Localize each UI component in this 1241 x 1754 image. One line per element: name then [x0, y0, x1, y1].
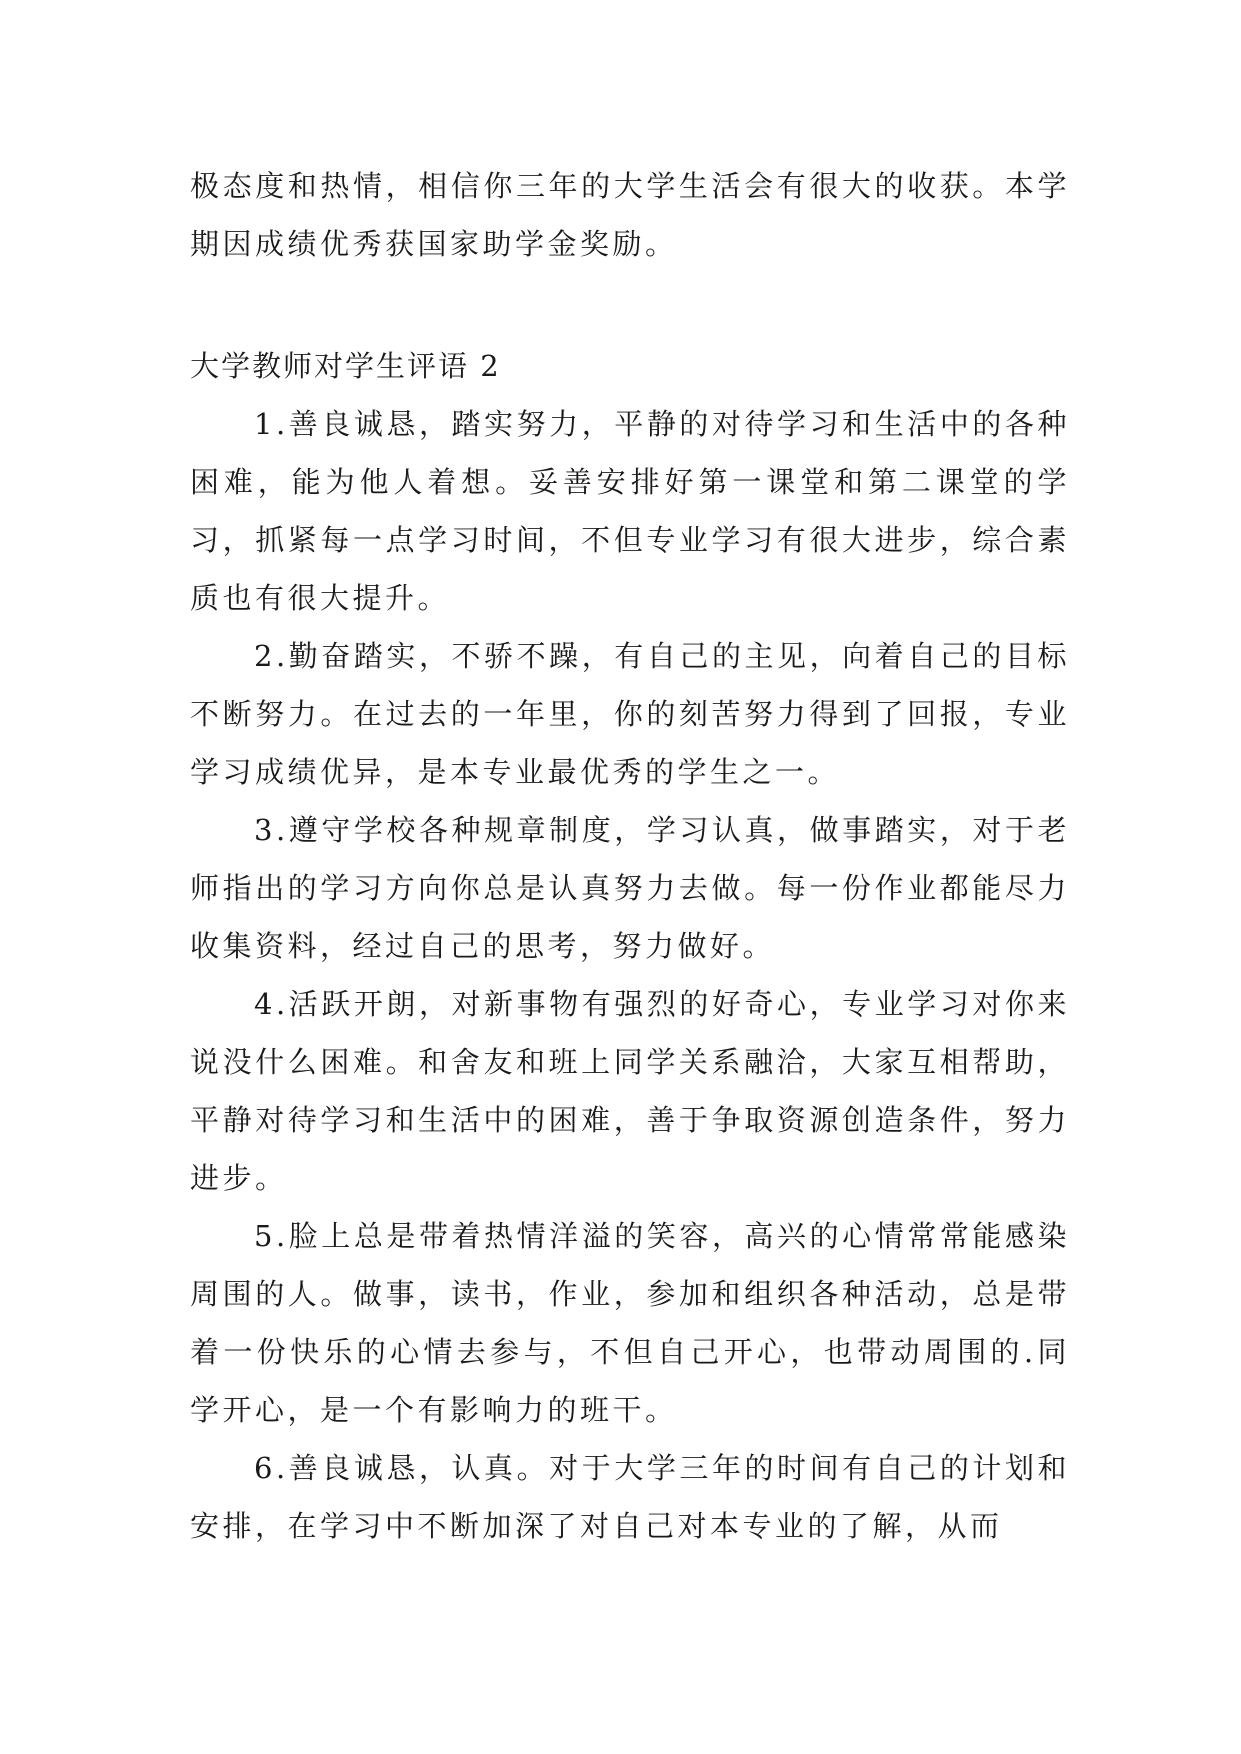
comment-item-5: 5.脸上总是带着热情洋溢的笑容，高兴的心情常常能感染周围的人。做事，读书，作业，参加和组织各种活动，总是带着一份快乐的心情去参与，不但自己开心，也带动周围的.同学开心，是一个有影响力的班干。 — [190, 1219, 1070, 1427]
comment-item-6: 6.善良诚恳，认真。对于大学三年的时间有自己的计划和安排，在学习中不断加深了对自己对本专业的了解，从而 — [190, 1451, 1070, 1543]
comment-item-4: 4.活跃开朗，对新事物有强烈的好奇心，专业学习对你来说没什么困难。和舍友和班上同学关系融洽，大家互相帮助，平静对待学习和生活中的困难，善于争取资源创造条件，努力进步。 — [190, 987, 1070, 1195]
section-title: 大学教师对学生评语 2 — [190, 349, 501, 383]
comment-item-1: 1.善良诚恳，踏实努力，平静的对待学习和生活中的各种困难，能为他人着想。妥善安排好第一课堂和第二课堂的学习，抓紧每一点学习时间，不但专业学习有很大进步，综合素质也有很大提升。 — [190, 407, 1070, 615]
intro-paragraph: 极态度和热情，相信你三年的大学生活会有很大的收获。本学期因成绩优秀获国家助学金奖励。 — [190, 169, 1070, 261]
comment-list — [190, 395, 1070, 1555]
comment-item-2: 2.勤奋踏实，不骄不躁，有自己的主见，向着自己的目标不断努力。在过去的一年里，你的刻苦努力得到了回报，专业学习成绩优异，是本专业最优秀的学生之一。 — [190, 639, 1070, 789]
comment-item-3: 3.遵守学校各种规章制度，学习认真，做事踏实，对于老师指出的学习方向你总是认真努力去做。每一份作业都能尽力收集资料，经过自己的思考，努力做好。 — [190, 813, 1070, 963]
